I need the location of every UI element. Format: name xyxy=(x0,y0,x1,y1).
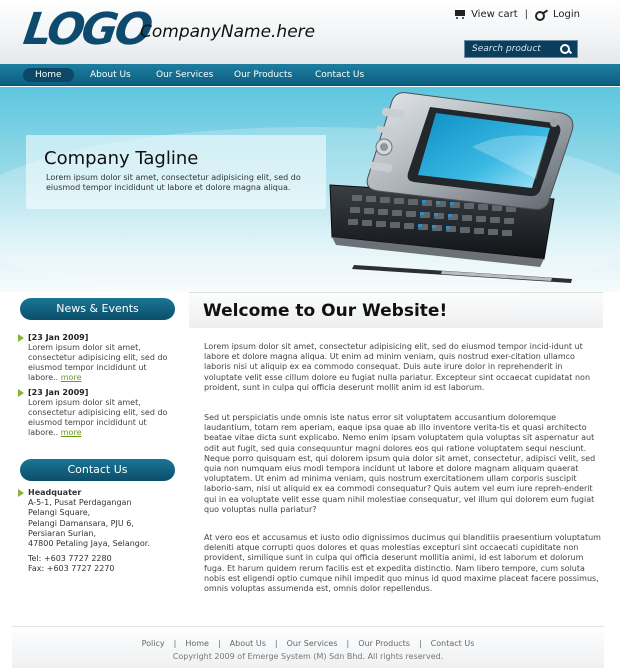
key-icon xyxy=(535,9,548,20)
news-date xyxy=(18,388,178,398)
footer-link-contact-us[interactable]: Contact Us xyxy=(430,639,475,648)
tagline-text: Lorem ipsum dolor sit amet, consectetur adipisicing elit, sed do eiusmod tempor incididunt ut labore et dolore magna aliqua. xyxy=(46,173,301,192)
bullet-arrow-icon xyxy=(18,334,24,342)
news-date xyxy=(18,333,178,343)
footer xyxy=(12,626,604,668)
news-date-label: [23 Jan 2009] xyxy=(28,388,89,397)
cart-icon xyxy=(453,9,466,20)
main-title-bar xyxy=(189,292,603,328)
copyright: Copyright 2009 of Emerge System (M) Sdn Bhd. All rights reserved. xyxy=(172,652,444,661)
nav-item-our-services[interactable]: Our Services xyxy=(156,70,214,80)
contact-us-header: Contact Us xyxy=(20,459,175,481)
address-line: Persiaran Surian, xyxy=(28,528,97,538)
contact-heading-label: Headquater xyxy=(28,488,82,497)
main-paragraph: Lorem ipsum dolor sit amet, consectetur adipisicing elit, sed do eiusmod tempor incid-idunt ut labore et dolore magna aliqua. Ut enim ad minim veniam, quis nostrud exer-citation ullamco laboris nisi ut aliquip ex ea commodo consequat. Duis aute irure dolor in reprehenderit in voluptate velit esse cillum dolore eu fugiat nulla pariatur. Excepteur sint occaecat cupidatat non proident, sunt in culpa qui officia deserunt mollit anim id est laborum. xyxy=(204,342,591,392)
tagline-panel xyxy=(26,135,326,209)
login-link[interactable] xyxy=(535,9,580,20)
header xyxy=(0,0,620,64)
contact-heading xyxy=(18,488,188,498)
address-line: A-5-1, Pusat Perdagangan xyxy=(28,498,132,508)
logo[interactable]: LOGO xyxy=(20,4,154,55)
news-body xyxy=(18,343,178,383)
footer-link-our-services[interactable]: Our Services xyxy=(286,639,338,648)
footer-separator: | xyxy=(346,639,350,648)
news-text: Lorem ipsum dolor sit amet, consectetur adipisicing elit, sed do eiusmod tempor incididunt ut labore.. xyxy=(28,398,168,437)
footer-separator: | xyxy=(173,639,177,648)
news-body xyxy=(18,398,178,438)
contact-fax: Fax: +603 7727 2270 xyxy=(28,564,115,574)
nav-item-contact-us[interactable]: Contact Us xyxy=(315,70,365,80)
bullet-arrow-icon xyxy=(18,389,24,397)
nav-item-about-us[interactable]: About Us xyxy=(90,70,131,80)
news-events-header: News & Events xyxy=(20,298,175,320)
contact-address xyxy=(18,498,188,549)
footer-separator: | xyxy=(217,639,221,648)
news-more-link[interactable]: more xyxy=(60,373,82,382)
address-line: 47800 Petaling Jaya, Selangor. xyxy=(28,539,150,549)
contact-phone: Tel: +603 7727 2280 xyxy=(28,554,112,564)
page-title: Welcome to Our Website! xyxy=(203,301,448,321)
nav-item-home[interactable]: Home xyxy=(23,68,74,82)
company-tagline: Company Tagline xyxy=(44,148,199,169)
footer-links xyxy=(12,639,604,648)
hero-banner xyxy=(0,87,620,292)
top-links xyxy=(453,9,580,20)
search-input[interactable] xyxy=(465,44,555,54)
news-item xyxy=(18,388,178,438)
smartphone-image xyxy=(322,87,582,292)
news-item xyxy=(18,333,178,383)
top-links-separator: | xyxy=(524,9,529,20)
footer-link-our-products[interactable]: Our Products xyxy=(358,639,410,648)
footer-link-about-us[interactable]: About Us xyxy=(229,639,266,648)
main-nav xyxy=(0,64,620,86)
news-text: Lorem ipsum dolor sit amet, consectetur adipisicing elit, sed do eiusmod tempor incididunt ut labore.. xyxy=(28,343,168,382)
news-more-link[interactable]: more xyxy=(60,428,82,437)
main-paragraph: At vero eos et accusamus et iusto odio dignissimos ducimus qui blanditiis praesentium voluptatum deleniti atque corrupti quos dolores et quas molestias excepturi sint occaecati cupiditate non provident, similique sunt in culpa qui officia deserunt mollitia animi, id est laborum et dolorum fuga. Et harum quidem rerum facilis est et expedita distinctio. Nam libero tempore, cum soluta nobis est eligendi optio cumque nihil impedit quo minus id quod maxime placeat facere possimus, omnis voluptas assumenda est, omnis dolor repellendus. xyxy=(204,533,601,594)
view-cart-link[interactable] xyxy=(453,9,518,20)
search-icon[interactable] xyxy=(560,44,571,55)
login-label: Login xyxy=(553,9,580,20)
footer-link-home[interactable]: Home xyxy=(185,639,209,648)
view-cart-label: View cart xyxy=(471,9,518,20)
address-line: Pelangi Square, xyxy=(28,508,91,518)
nav-item-our-products[interactable]: Our Products xyxy=(234,70,293,80)
search-box xyxy=(464,40,578,58)
footer-link-policy[interactable]: Policy xyxy=(141,639,165,648)
company-name: CompanyName.here xyxy=(140,22,316,42)
contact-info xyxy=(18,488,188,575)
bullet-arrow-icon xyxy=(18,489,24,497)
news-date-label: [23 Jan 2009] xyxy=(28,333,89,342)
address-line: Pelangi Damansara, PJU 6, xyxy=(28,518,134,528)
footer-separator: | xyxy=(274,639,278,648)
main-paragraph: Sed ut perspiciatis unde omnis iste natus error sit voluptatem accusantium doloremque laudantium, totam rem aperiam, eaque ipsa quae ab illo inventore verita-tis et quasi architecto beatae vitae dicta sunt explicabo. Nemo enim ipsam voluptatem quia voluptas sit aspernatur aut odit aut fugit, sed quia consequuntur magni dolores eos qui ratione voluptatem sequi nesciunt. Neque porro quisquam est, qui dolorem ipsum quia dolor sit amet, consectetur, adipisci velit, sed quia non numquam eius modi tempora incidunt ut labore et dolore magnam aliquam quaerat voluptatem. Ut enim ad minima veniam, quis nostrum exercitationem ullam corporis suscipit laborio-sam, nisi ut aliquid ex ea commodi consequatur? Quis autem vel eum iure repreh-enderit qui in ea voluptate velit esse quam nihil molestiae consequatur, vel illum qui dolorem eum fugiat quo voluptas nulla pariatur? xyxy=(204,413,596,514)
footer-separator: | xyxy=(418,639,422,648)
